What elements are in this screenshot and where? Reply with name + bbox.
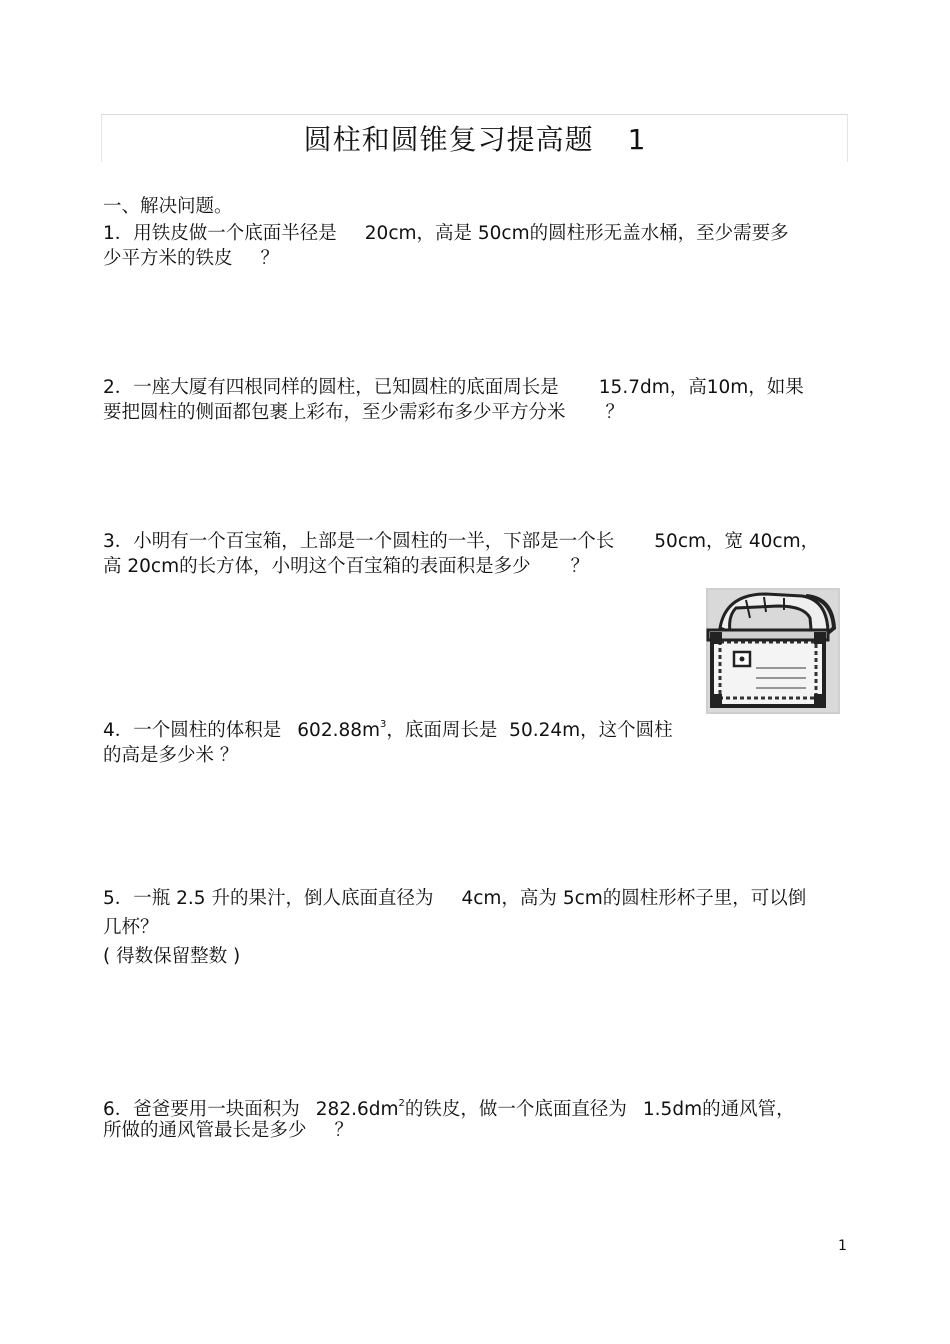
q6-text-e: 所做的通风管最长是多少 xyxy=(103,1120,307,1141)
page-title xyxy=(0,118,950,158)
title-text: 圆柱和圆锥复习提高题 xyxy=(303,123,594,156)
question-5-line-3: ( 得数保留整数 ) xyxy=(103,946,241,967)
q3-text-c: 高 20cm的长方体，小明这个百宝箱的表面积是多少 xyxy=(103,556,531,577)
q6-text-b: 282.6dm xyxy=(315,1099,399,1121)
page-number: 1 xyxy=(838,1238,847,1254)
q2-text-b: 15.7dm，高10m，如果 xyxy=(598,377,804,398)
q5-text-b: 4cm，高为 5cm的圆柱形杯子里，可以倒 xyxy=(461,888,807,909)
q2-text-c: 要把圆柱的侧面都包裹上彩布，至少需彩布多少平方分米 xyxy=(103,402,566,423)
q1-text-d: ？ xyxy=(260,248,280,269)
section-heading: 一、解决问题。 xyxy=(103,196,233,217)
question-2-line-1 xyxy=(103,375,804,401)
question-6-line-2 xyxy=(103,1118,353,1144)
question-5-line-1 xyxy=(103,886,806,912)
q2-text-a: 2．一座大厦有四根同样的圆柱，已知圆柱的底面周长是 xyxy=(103,377,559,398)
question-3-line-1 xyxy=(103,529,819,555)
question-1-line-1 xyxy=(103,221,789,247)
q6-text-f: ？ xyxy=(334,1120,354,1141)
q6-text-c: 的铁皮，做一个底面直径为 xyxy=(404,1099,627,1121)
q5-text-a: 5．一瓶 2.5 升的果汁，倒人底面直径为 xyxy=(103,888,434,909)
q4-text-b: 602.88m xyxy=(297,720,381,742)
q3-text-d: ？ xyxy=(570,556,590,577)
question-2-line-2 xyxy=(103,400,624,426)
q6-superscript: 2 xyxy=(398,1098,405,1109)
question-4-line-1 xyxy=(103,714,673,744)
q4-superscript: 3 xyxy=(380,719,387,730)
question-5-line-2: 几杯？ xyxy=(103,917,159,938)
q3-text-b: 50cm，宽 40cm， xyxy=(654,531,820,552)
q2-text-d: ？ xyxy=(605,402,625,423)
treasure-chest-image xyxy=(706,588,840,714)
q4-text-a: 4．一个圆柱的体积是 xyxy=(103,720,282,742)
question-1-line-2 xyxy=(103,246,279,272)
q1-text-a: 1．用铁皮做一个底面半径是 xyxy=(103,223,337,244)
title-number: 1 xyxy=(627,123,647,156)
q3-text-a: 3．小明有一个百宝箱，上部是一个圆柱的一半，下部是一个长 xyxy=(103,531,615,552)
q1-text-c: 少平方米的铁皮 xyxy=(103,248,233,269)
q6-text-a: 6．爸爸要用一块面积为 xyxy=(103,1099,300,1121)
q4-text-c: ，底面周长是 50.24m，这个圆柱 xyxy=(386,720,673,742)
q1-text-b: 20cm，高是 50cm的圆柱形无盖水桶，至少需要多 xyxy=(364,223,789,244)
question-3-line-2 xyxy=(103,554,589,580)
q6-text-d: 1.5dm的通风管， xyxy=(642,1099,795,1121)
question-4-line-2: 的高是多少米 ？ xyxy=(103,745,239,766)
